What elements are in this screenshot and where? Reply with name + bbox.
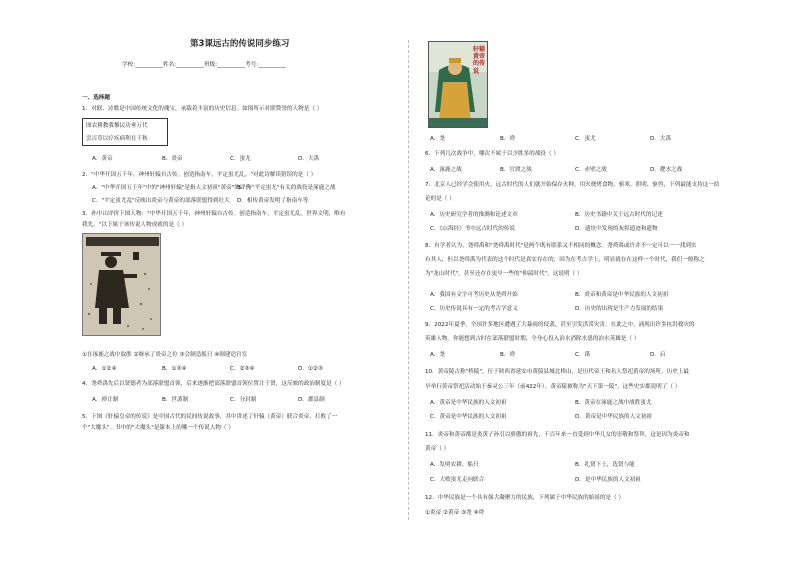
q7-option-c[interactable]: C．《山海经》书中远古时代的传说 (430, 226, 516, 232)
q3-option-a[interactable]: A．①②④ (92, 366, 117, 372)
q11-stem: 黄帝（ ） (425, 446, 450, 452)
q3-items: ①在涿鹿之战中取胜 ②继承了炎帝之位 ③会制造船只 ④制建造宫室 (82, 352, 248, 358)
q3-stem: 3．孙中山评价下图人物："中华开国五千年，神州轩辕自古传。创造指南车，平定蚩尤乱。世界文明，唯有 (82, 211, 346, 217)
q9-option-c[interactable]: C．禹 (575, 352, 591, 358)
q7-option-a[interactable]: A．历史研究学者的推测和论述文章 (430, 212, 518, 218)
q6-option-b[interactable]: B．官渡之战 (500, 167, 532, 173)
q10-option-c[interactable]: C．黄帝是中华民族的人文初祖 (430, 414, 507, 420)
q8-stem: 8．有学者认为，尧舜禹和"尧舜禹时代"是两个既有联系又不相同的概念。尧舜禹或许并不一定可以一一找到实 (425, 243, 697, 249)
q11-option-a[interactable]: A．发明农耕、船只 (430, 462, 479, 468)
q9-stem: 英雄人物。你能想到古时在部落联盟时期，全身心投入治水消除水患的治水英雄是（ ） (425, 336, 640, 342)
q7-stem: 7．北京人已经学会使用火，远古时代的人们就开始保存火种，用火烧烤食物，驱寒、照明、驱兽，下列最能支持这一结 (425, 182, 720, 188)
q5-option-b[interactable]: B．舜 (500, 136, 516, 142)
q9-option-b[interactable]: B．舜 (500, 352, 516, 358)
q3-option-d[interactable]: D．①②③ (298, 366, 323, 372)
q1-option-d[interactable]: D．大禹 (298, 156, 320, 162)
q9-option-a[interactable]: A．尧 (430, 352, 446, 358)
q11-option-d[interactable]: D．是中华民族的人文初祖 (575, 477, 641, 483)
q4-option-b[interactable]: B．世袭制 (162, 397, 189, 403)
q1-option-c[interactable]: C．蚩尤 (230, 156, 251, 162)
q2-option-c[interactable]: C．"平定蚩尤乱"反映出炎帝与黄帝的部落联盟得到壮大 (92, 198, 230, 204)
q8-stem: 有其人，但以尧舜禹为代表的这个时代是真实存在的，因为在考古学上，明显就存在这样一个时代，我们一般称之 (425, 257, 705, 263)
q8-stem: 为"龙山时代"，甚至还存在更早一些的"仰韶时代"。这说明（ ） (425, 271, 583, 277)
q5-stem: 个"大魔头"。书中的"大魔头"是课本上的哪一个传说人物（ ） (82, 425, 234, 431)
q10-stem: 10．黄帝陵古称"桥陵"，位于陕西省延安市黄陵县城北桥山，是历代帝王和名人祭祀黄帝的场所。历史上最 (425, 369, 689, 375)
q8-option-a[interactable]: A．我国有文字可考历史从尧舜开始 (430, 292, 518, 298)
q8-option-b[interactable]: B．炎帝和黄帝是中华民族的人文初祖 (575, 292, 669, 298)
q3-option-c[interactable]: C．②③④ (230, 366, 255, 372)
student-info-line: 学校:__________姓名:__________班级:__________考号:__________ (122, 62, 287, 68)
q2-option-b[interactable]: B．与"平定蚩尤"有关的战役是涿鹿之战 (237, 185, 336, 191)
q8-option-d[interactable]: D．历史的出现是生产力发展的结果 (575, 306, 664, 312)
q2-stem: 2．"中华开国五千年，神州轩辕自古传。创造指南车，平定蚩尤乱。"对此诗解读错误的是（ ） (82, 172, 317, 178)
book-cover-image (428, 41, 488, 128)
q7-option-b[interactable]: B．历史书籍中关于远古时代的记述 (575, 212, 663, 218)
q5-stem: 5．下图《轩辕皇帝的传说》是中国古代的民间传说故事，其中讲述了轩辕（黄帝）联合炎帝，打败了一 (82, 414, 338, 420)
q5-option-a[interactable]: A．尧 (430, 136, 446, 142)
q3-stem: 我先。"以下属于该传说人物成就的是（ ） (82, 222, 188, 228)
q4-stem: 4．尧舜禹先后以贤德者为部落联盟首领，后来逐渐把部落联盟首领位置让于贤，这反映的政治制度是（ ） (82, 381, 345, 387)
q9-option-d[interactable]: D．启 (650, 352, 666, 358)
q11-stem: 11．炎帝和黄帝都是炎黄子孙引以骄傲的祖先，千百年来一直受到中华儿女的崇敬和祭拜，这是因为炎帝和 (425, 432, 690, 438)
column-divider (408, 40, 409, 520)
q6-option-a[interactable]: A．涿鹿之战 (430, 167, 462, 173)
q5-option-c[interactable]: C．蚩尤 (575, 136, 596, 142)
yellow-emperor-stone-relief-icon (83, 234, 161, 336)
section-heading: 一、选择题 (82, 95, 110, 101)
q6-stem: 6．下列几次战争中，哪次不属于以少胜多的战役（ ） (425, 151, 559, 157)
q1-option-a[interactable]: A．黄帝 (92, 156, 113, 162)
q12-stem: 12．中华民族是一个具有强大凝聚力的民族，下列属于中华民族的始祖的是（ ） (425, 495, 625, 501)
right-column (425, 0, 725, 562)
q10-option-a[interactable]: A．黄帝是中华民族的人文初祖 (430, 400, 507, 406)
q10-stem: 早举行黄帝祭祀活动始于秦灵公三年（前422年）。黄帝陵被称为"天下第一陵"。这些史实都说明了（ ） (425, 384, 681, 390)
q3-option-b[interactable]: B．①③④ (162, 366, 187, 372)
q1-couplet-line: 尝百草以疗疾病利在千秋 (86, 136, 148, 142)
page-title: 第3课远古的传说同步练习 (190, 39, 290, 49)
q10-option-d[interactable]: D．黄帝是中华民族的人文初祖 (575, 414, 653, 420)
left-column (82, 0, 392, 562)
book-cover-title: 轩辕黄帝的传说 (473, 46, 486, 75)
q4-option-c[interactable]: C．分封制 (230, 397, 257, 403)
q11-option-c[interactable]: C．大败蚩尤走向联合 (430, 477, 485, 483)
q4-option-a[interactable]: A．禅让制 (92, 397, 119, 403)
q1-option-b[interactable]: B．炎帝 (162, 156, 183, 162)
q1-stem: 1．对联、诗歌是中国传统文化的瑰宝，承载着丰富的历史信息。如图所示对联赞誉的人物是（ ） (82, 106, 323, 112)
q2-option-d[interactable]: D．相传黄帝发明了指南车等 (237, 198, 309, 204)
q8-option-c[interactable]: C．历史传说具有一定的考古学意义 (430, 306, 518, 312)
q12-items: ①炎帝 ②黄帝 ③尧 ④舜 (425, 510, 484, 516)
q4-option-d[interactable]: D．郡县制 (298, 397, 325, 403)
q6-option-c[interactable]: C．赤壁之战 (575, 167, 607, 173)
q10-option-b[interactable]: B．黄帝在涿鹿之战中战胜蚩尤 (575, 400, 652, 406)
q1-couplet-box (82, 118, 168, 146)
q6-option-d[interactable]: D．淝水之战 (650, 167, 683, 173)
q7-option-d[interactable]: D．遗址中发现的灰烬遗迹和遗物 (575, 226, 658, 232)
q11-option-b[interactable]: B．礼贤下士，选贤与能 (575, 462, 635, 468)
q5-option-d[interactable]: D．大禹 (650, 136, 672, 142)
q1-couplet-line: 图农耕教我黎民功垂万代 (86, 123, 148, 129)
q7-stem: 论的是（ ） (425, 196, 455, 202)
q9-stem: 9．2022年夏季，全国许多地区遭遇了大暴雨的侵袭，甚至引发洪涝灾害。在此之中，涌现出许多抗洪救灾的 (425, 322, 695, 328)
yellow-emperor-image (82, 233, 161, 336)
q2-option-a[interactable]: A．"中华开国五千年"中的"神州轩辕"是指人文初祖"黄帝"的评价 (92, 185, 252, 191)
